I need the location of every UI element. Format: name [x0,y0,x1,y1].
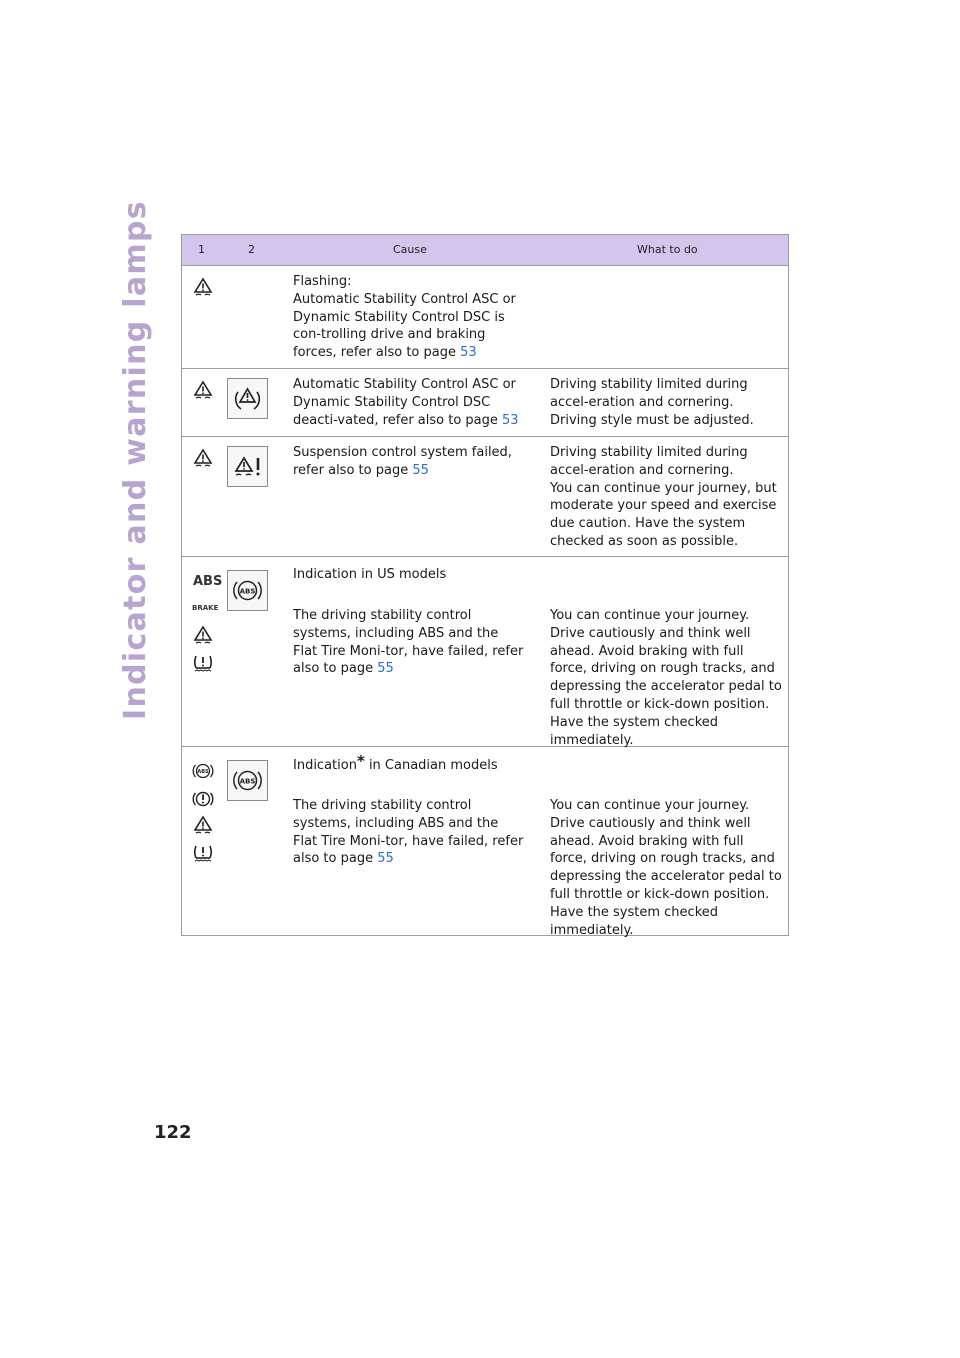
dsc-warning-icon [192,379,214,401]
header-col-2: 2 [248,243,255,256]
cause-text-body: The driving stability control systems, including ABS and the Flat Tire Moni-tor, have failed, refer also to page [293,608,524,677]
table-header [182,235,788,266]
abs-circle-label: ABS [239,587,256,596]
page-link[interactable]: 55 [377,661,394,677]
dsc-off-icon [227,378,268,419]
table-row [182,437,788,557]
page-link[interactable]: 55 [412,462,429,478]
cause-text [293,273,525,362]
abs-circle-icon [227,570,268,611]
tire-pressure-icon [192,842,214,864]
dsc-warning-icon [192,447,214,469]
footnote-star: * [356,752,365,770]
dsc-exclamation-icon [227,446,268,487]
cause-text-body: Automatic Stability Control ASC or Dynamic Stability Control DSC deacti-vated, refer also to page [293,377,516,428]
cause-text [293,607,525,678]
abs-text-icon: ABS [193,574,223,589]
header-what-to-do: What to do [637,243,698,256]
brake-warning-icon [192,788,214,810]
dsc-warning-icon [192,276,214,298]
abs-circle-label: ABS [239,777,256,786]
what-to-do-text: You can continue your journey. Drive cautiously and think well ahead. Avoid braking with full force, driving on rough tracks, and depressing the accelerator pedal to full throttle or kick-down position. Have the system checked immediately. [550,608,782,748]
page-number: 122 [154,1122,192,1143]
page-link[interactable]: 53 [502,412,519,428]
section-title: Indicator and warning lamps [118,200,153,720]
what-to-do-text: You can continue your journey. Drive cautiously and think well ahead. Avoid braking with full force, driving on rough tracks, and depressing the accelerator pedal to full throttle or kick-down position. Have the system checked immediately. [550,798,782,938]
dsc-warning-icon [192,624,214,646]
cause-text [293,444,525,480]
cause-text-body: Suspension control system failed, refer also to page [293,445,512,478]
what-to-do-text: Driving stability limited during accel-eration and cornering. Driving style must be adjusted. [550,377,754,428]
header-col-1: 1 [198,243,205,256]
tire-pressure-icon [192,652,214,674]
cause-text [293,376,525,429]
cause-text [293,797,525,868]
header-cause: Cause [393,243,427,256]
indicator-table [181,234,789,936]
cause-text-body: The driving stability control systems, including ABS and the Flat Tire Moni-tor, have failed, refer also to page [293,798,524,867]
table-row [182,266,788,369]
page-link[interactable]: 53 [460,345,477,361]
page-link[interactable]: 55 [377,851,394,867]
indication-suffix: in Canadian models [364,758,498,773]
indication-text: Indication in US models [293,567,447,582]
abs-small-label: ABS [197,769,209,775]
abs-circle-icon [227,760,268,801]
abs-circle-icon [192,760,214,782]
brake-text-icon: BRAKE [192,604,219,612]
indication-text [293,752,525,775]
what-to-do-text: Driving stability limited during accel-eration and cornering. You can continue your journey, but moderate your speed and exercise due caution. Have the system checked as soon as possible. [550,445,777,549]
dsc-warning-icon [192,814,214,836]
table-row [182,369,788,437]
table-row [182,557,788,747]
indication-prefix: Indication [293,758,357,773]
cause-text-body: Flashing: Automatic Stability Control ASC or Dynamic Stability Control DSC is con-trolling drive and braking forces, refer also to page [293,274,516,361]
table-row [182,747,788,938]
